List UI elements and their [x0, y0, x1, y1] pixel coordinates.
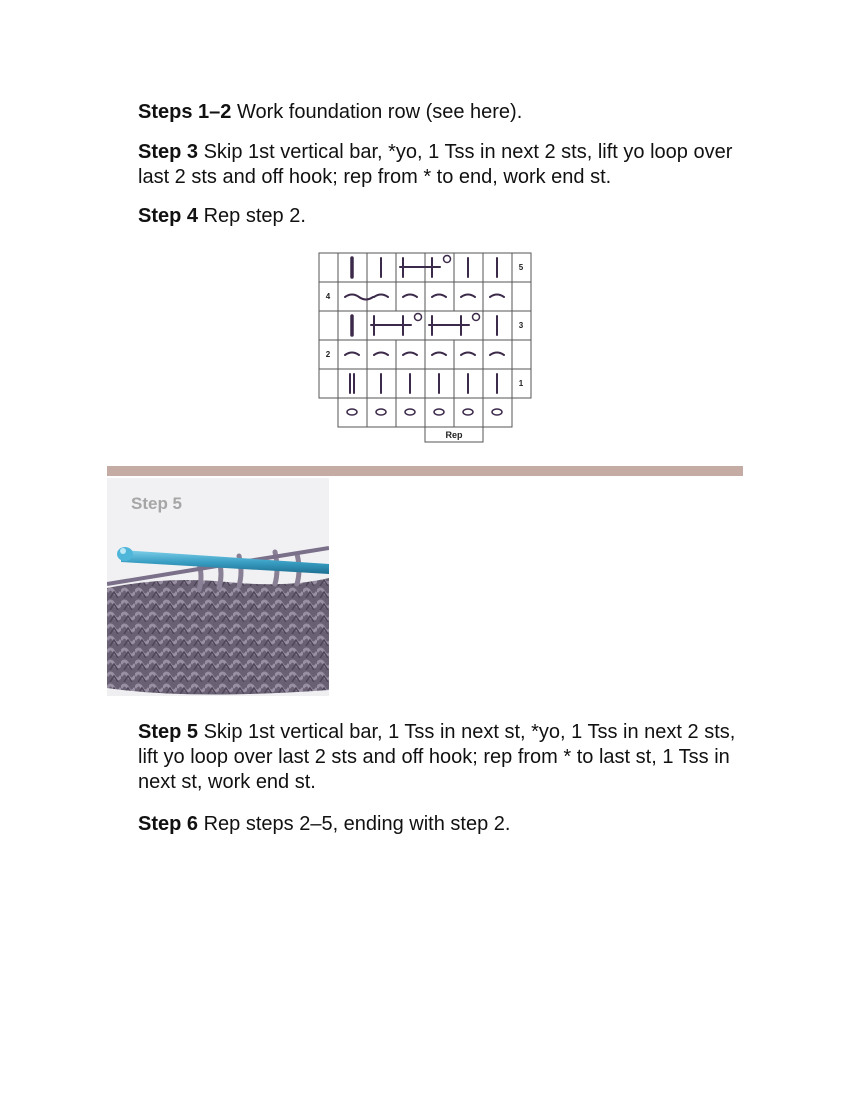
step-text: Rep step 2.	[203, 205, 306, 227]
step-text: Skip 1st vertical bar, *yo, 1 Tss in next 2 sts, lift yo loop over last 2 sts and off hook; rep from * to end, work end st.	[138, 141, 733, 188]
step-6-paragraph	[138, 812, 748, 837]
stitch-chart	[316, 250, 536, 446]
step-label: Steps 1–2	[138, 101, 232, 123]
row-number-3: 3	[518, 321, 524, 330]
row-number-4: 4	[325, 292, 331, 301]
step-4-paragraph	[138, 204, 748, 229]
row-number-1: 1	[518, 379, 524, 388]
step-1-2-paragraph	[138, 100, 748, 125]
step-label: Step 5	[138, 721, 199, 743]
step-label: Step 3	[138, 141, 199, 163]
section-divider-band	[107, 466, 743, 476]
step-text: Rep steps 2–5, ending with step 2.	[203, 813, 511, 835]
step-5-photo	[107, 478, 329, 696]
rep-label: Rep	[445, 430, 463, 440]
photo-step-label: Step 5	[131, 494, 183, 513]
step-text: Work foundation row (see here).	[236, 101, 523, 123]
row-number-2: 2	[325, 350, 331, 359]
chart-grid	[319, 253, 531, 442]
step-5-paragraph	[138, 720, 748, 795]
step-label: Step 4	[138, 205, 199, 227]
step-3-paragraph	[138, 140, 748, 190]
row-number-5: 5	[518, 263, 524, 272]
step-label: Step 6	[138, 813, 199, 835]
step-text: Skip 1st vertical bar, 1 Tss in next st, *yo, 1 Tss in next 2 sts, lift yo loop over last 2 sts and off hook; rep from * to last st, 1 Tss in next st, work end st.	[138, 721, 736, 793]
